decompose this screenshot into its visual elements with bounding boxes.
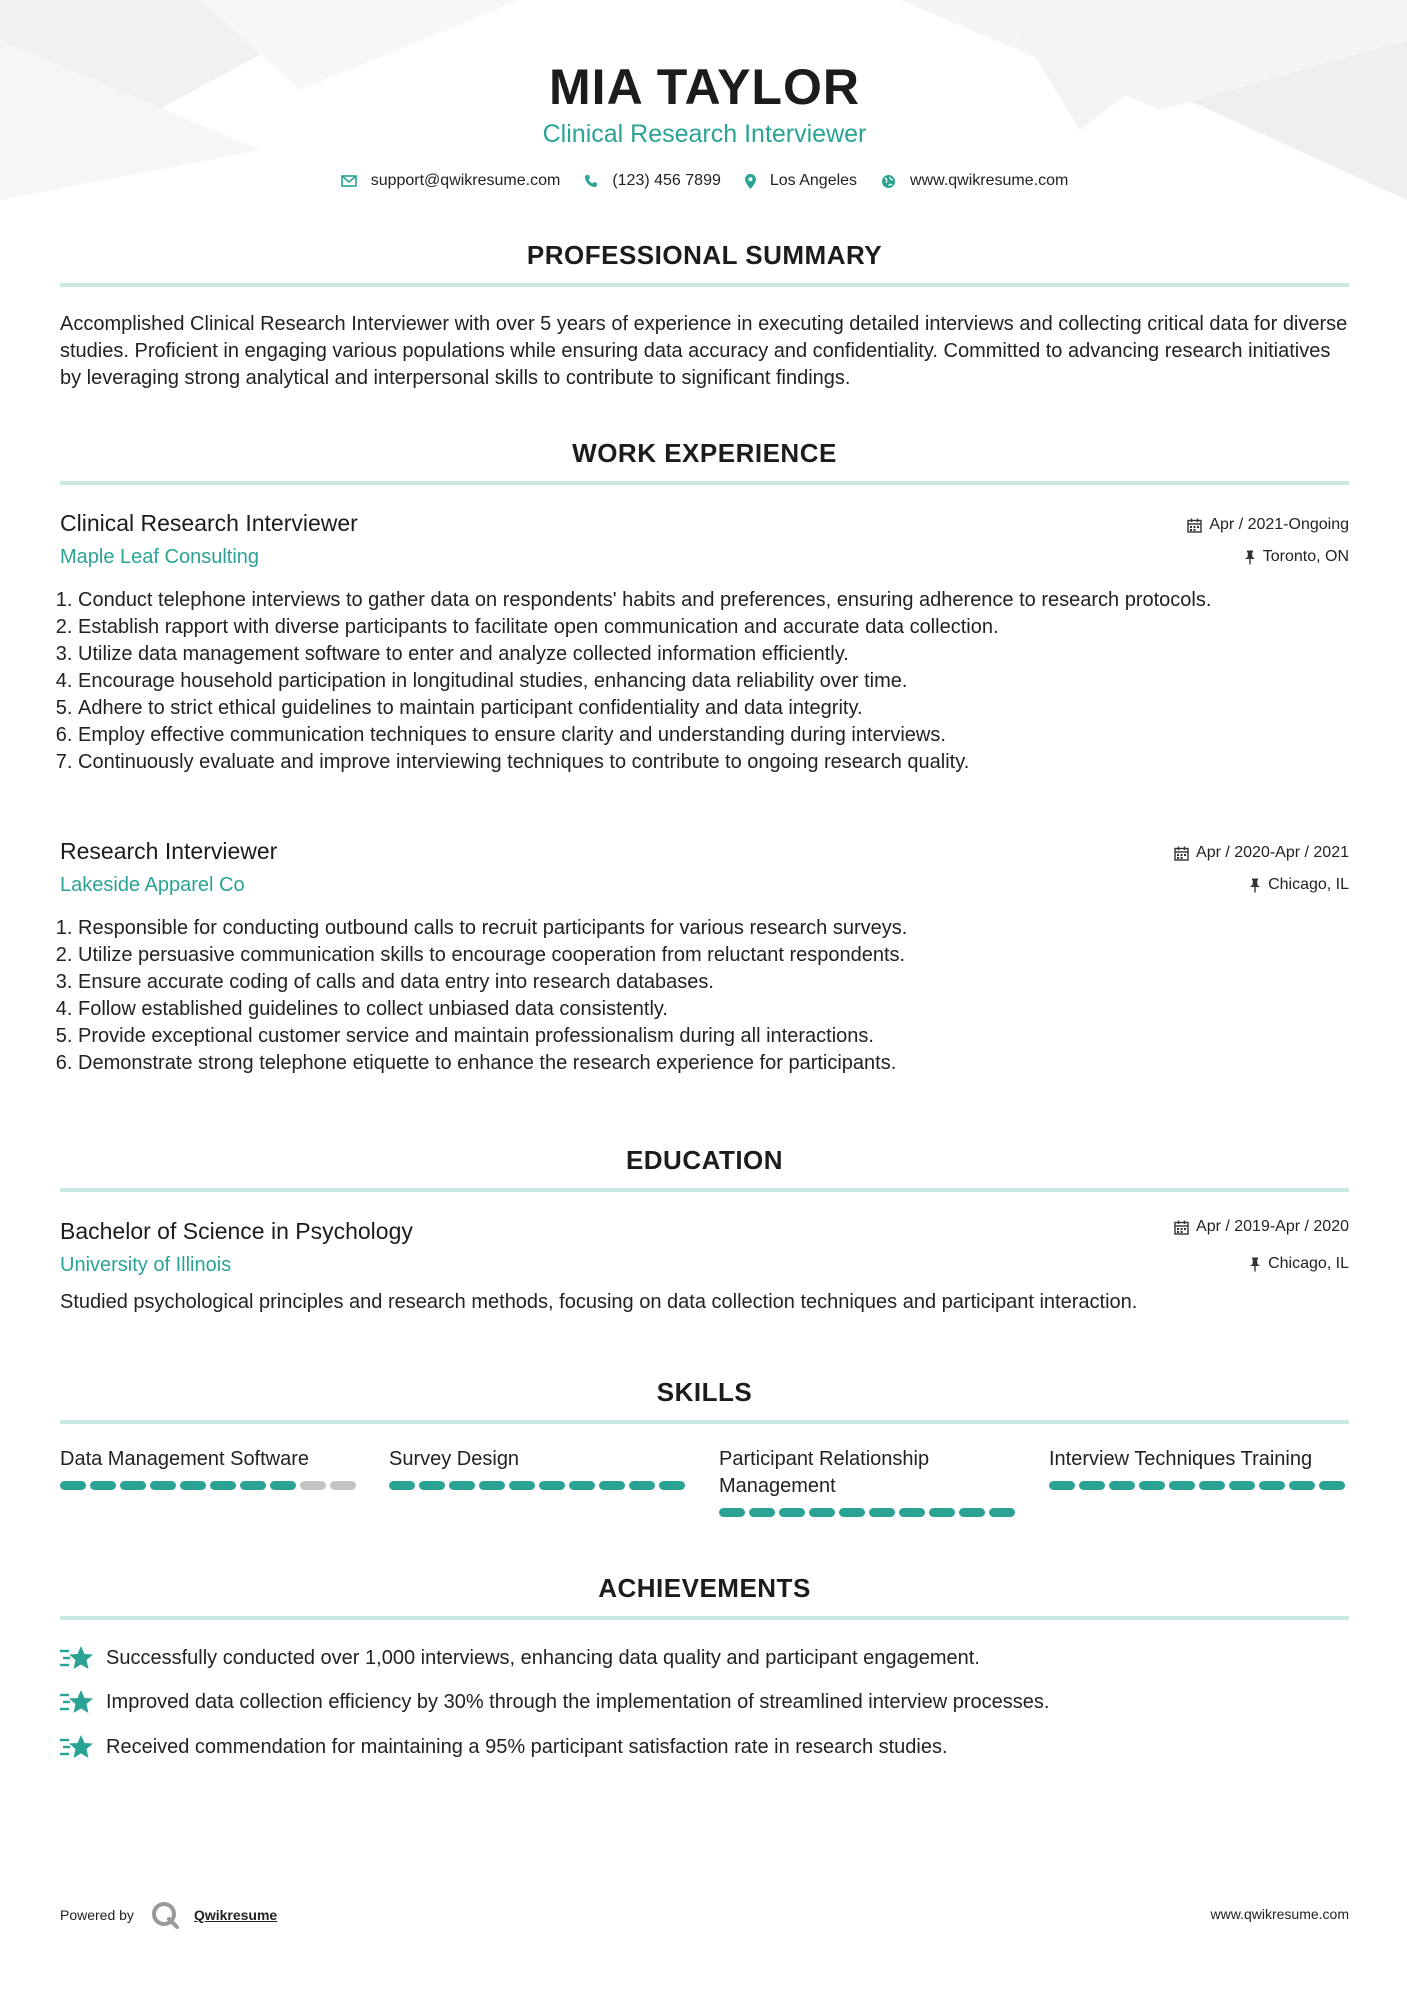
list-item: 7. Continuously evaluate and improve interviewing techniques to contribute to ongoing research quality. bbox=[78, 749, 1367, 776]
skill-dot-filled bbox=[1259, 1481, 1285, 1490]
list-item: 3. Ensure accurate coding of calls and data entry into research databases. bbox=[78, 969, 1367, 996]
job-title: Clinical Research Interviewer bbox=[60, 510, 358, 536]
skill-dot-filled bbox=[959, 1508, 985, 1517]
list-item: 3. Utilize data management software to enter and analyze collected information efficiently. bbox=[78, 641, 1367, 668]
skills-heading: SKILLS bbox=[656, 1377, 753, 1407]
achievement-text: Improved data collection efficiency by 30% through the implementation of streamlined interview processes. bbox=[106, 1690, 1050, 1713]
skill-dot-filled bbox=[1109, 1481, 1135, 1490]
skill-dot-filled bbox=[120, 1481, 146, 1490]
contact-website[interactable] bbox=[881, 172, 1068, 190]
list-item: 2. Establish rapport with diverse participants to facilitate open communication and accurate data collection. bbox=[78, 614, 1367, 641]
skill-dot-filled bbox=[389, 1481, 415, 1490]
powered-by-label: Powered by bbox=[60, 1907, 134, 1923]
calendar-icon bbox=[1174, 846, 1189, 861]
star-icon bbox=[60, 1689, 94, 1715]
candidate-name: MIA TAYLOR bbox=[549, 59, 860, 115]
achievement-text: Received commendation for maintaining a 95% participant satisfaction rate in research studies. bbox=[106, 1735, 948, 1758]
experience-heading: WORK EXPERIENCE bbox=[572, 438, 837, 468]
skill-name: Data Management Software bbox=[60, 1448, 310, 1470]
education-degree: Bachelor of Science in Psychology bbox=[60, 1218, 413, 1244]
job-location bbox=[1244, 548, 1349, 566]
education-divider bbox=[60, 1188, 1349, 1192]
skill-dot-filled bbox=[1169, 1481, 1195, 1490]
skill-dot-filled bbox=[659, 1481, 685, 1490]
skill-dot-filled bbox=[809, 1508, 835, 1517]
education-location-text: Chicago, IL bbox=[1268, 1255, 1349, 1272]
skill-dot-empty bbox=[300, 1481, 326, 1490]
skill-dot-filled bbox=[270, 1481, 296, 1490]
phone-icon bbox=[584, 174, 598, 188]
skill-dot-filled bbox=[839, 1508, 865, 1517]
skill-item bbox=[719, 1446, 1019, 1517]
list-item: 1. Responsible for conducting outbound calls to recruit participants for various research surveys. bbox=[78, 915, 1367, 942]
skill-dot-filled bbox=[749, 1508, 775, 1517]
calendar-icon bbox=[1187, 518, 1202, 533]
list-item: 6. Demonstrate strong telephone etiquette to enhance the research experience for participants. bbox=[78, 1050, 1367, 1077]
contact-location-text: Los Angeles bbox=[769, 172, 858, 189]
skill-dot-filled bbox=[1049, 1481, 1075, 1490]
skill-dot-filled bbox=[150, 1481, 176, 1490]
list-item: 2. Utilize persuasive communication skills to encourage cooperation from reluctant respondents. bbox=[78, 942, 1367, 969]
education-school: University of Illinois bbox=[60, 1254, 232, 1276]
skill-dot-filled bbox=[539, 1481, 565, 1490]
skill-dot-filled bbox=[1139, 1481, 1165, 1490]
pushpin-icon bbox=[1249, 878, 1261, 893]
achievement-item bbox=[60, 1689, 1049, 1715]
skill-dot-filled bbox=[419, 1481, 445, 1490]
list-item: 6. Employ effective communication techniques to ensure clarity and understanding during interviews. bbox=[78, 722, 1367, 749]
list-item: 5. Provide exceptional customer service and maintain professionalism during all interactions. bbox=[78, 1023, 1367, 1050]
skill-dot-filled bbox=[240, 1481, 266, 1490]
education-dates bbox=[1174, 1218, 1349, 1236]
job-location bbox=[1249, 876, 1349, 894]
pushpin-icon bbox=[1244, 550, 1256, 565]
skill-dot-filled bbox=[1319, 1481, 1345, 1490]
skill-item bbox=[60, 1446, 360, 1490]
globe-icon bbox=[881, 174, 896, 189]
skill-name: Survey Design bbox=[389, 1448, 520, 1470]
skill-dot-filled bbox=[180, 1481, 206, 1490]
skill-dot-filled bbox=[210, 1481, 236, 1490]
contact-location bbox=[745, 172, 857, 190]
skill-rating bbox=[389, 1481, 689, 1490]
skill-dot-filled bbox=[569, 1481, 595, 1490]
skill-dot-filled bbox=[1199, 1481, 1225, 1490]
contact-phone-text: (123) 456 7899 bbox=[612, 172, 721, 189]
skill-dot-filled bbox=[90, 1481, 116, 1490]
list-item: 4. Encourage household participation in longitudinal studies, enhancing data reliability over time. bbox=[78, 668, 1367, 695]
contact-website-text: www.qwikresume.com bbox=[910, 172, 1069, 189]
achievements-divider bbox=[60, 1616, 1349, 1620]
skill-dot-empty bbox=[330, 1481, 356, 1490]
skill-rating bbox=[719, 1508, 1019, 1517]
footer-powered-by bbox=[60, 1900, 277, 1930]
education-location bbox=[1249, 1255, 1349, 1273]
achievement-item bbox=[60, 1645, 980, 1671]
summary-divider bbox=[60, 283, 1349, 287]
qwikresume-logo-icon bbox=[150, 1900, 180, 1930]
achievement-text: Successfully conducted over 1,000 interviews, enhancing data quality and participant engagement. bbox=[106, 1646, 980, 1669]
job-bullets bbox=[60, 915, 1367, 1077]
qwikresume-link[interactable]: Qwikresume bbox=[193, 1907, 278, 1923]
skill-dot-filled bbox=[719, 1508, 745, 1517]
education-heading: EDUCATION bbox=[625, 1145, 784, 1175]
map-pin-icon bbox=[745, 174, 756, 189]
skill-dot-filled bbox=[60, 1481, 86, 1490]
achievements-heading: ACHIEVEMENTS bbox=[598, 1573, 811, 1603]
education-dates-text: Apr / 2019-Apr / 2020 bbox=[1196, 1218, 1349, 1235]
job-company: Maple Leaf Consulting bbox=[60, 546, 260, 568]
skill-rating bbox=[60, 1481, 360, 1490]
experience-divider bbox=[60, 481, 1349, 485]
footer-website[interactable]: www.qwikresume.com bbox=[1210, 1906, 1349, 1922]
summary-heading: PROFESSIONAL SUMMARY bbox=[526, 240, 883, 270]
skill-dot-filled bbox=[869, 1508, 895, 1517]
list-item: 4. Follow established guidelines to collect unbiased data consistently. bbox=[78, 996, 1367, 1023]
skill-dot-filled bbox=[1079, 1481, 1105, 1490]
skill-dot-filled bbox=[929, 1508, 955, 1517]
education-description: Studied psychological principles and research methods, focusing on data collection techniques and participant interaction. bbox=[60, 1291, 1138, 1313]
skill-dot-filled bbox=[989, 1508, 1015, 1517]
contact-email-text: support@qwikresume.com bbox=[370, 172, 561, 189]
candidate-role: Clinical Research Interviewer bbox=[542, 120, 867, 148]
calendar-icon bbox=[1174, 1220, 1189, 1235]
job-dates-text: Apr / 2021-Ongoing bbox=[1209, 516, 1349, 533]
job-dates-text: Apr / 2020-Apr / 2021 bbox=[1196, 844, 1349, 861]
skill-item bbox=[1049, 1446, 1349, 1490]
skill-dot-filled bbox=[899, 1508, 925, 1517]
summary-text: Accomplished Clinical Research Interviewer with over 5 years of experience in executing detailed interviews and collecting critical data for diverse studies. Proficient in engaging various populations while ensuring data accuracy and confidentiality. Committed to advancing research initiatives by leveraging strong analytical and interpersonal skills to contribute to significant findings. bbox=[60, 313, 1348, 389]
job-location-text: Chicago, IL bbox=[1268, 876, 1349, 893]
job-location-text: Toronto, ON bbox=[1262, 548, 1349, 565]
skill-dot-filled bbox=[1289, 1481, 1315, 1490]
skill-rating bbox=[1049, 1481, 1349, 1490]
skill-dot-filled bbox=[1229, 1481, 1255, 1490]
skill-dot-filled bbox=[509, 1481, 535, 1490]
pushpin-icon bbox=[1249, 1257, 1261, 1272]
list-item: 5. Adhere to strict ethical guidelines to maintain participant confidentiality and data integrity. bbox=[78, 695, 1367, 722]
contact-email[interactable] bbox=[341, 172, 561, 190]
skill-item bbox=[389, 1446, 689, 1490]
envelope-icon bbox=[341, 175, 357, 187]
skill-name: Interview Techniques Training bbox=[1049, 1448, 1313, 1470]
star-icon bbox=[60, 1734, 94, 1760]
job-dates bbox=[1174, 844, 1349, 862]
contact-bar bbox=[60, 172, 1349, 190]
achievement-item bbox=[60, 1734, 948, 1760]
contact-phone[interactable] bbox=[584, 172, 721, 190]
skill-dot-filled bbox=[779, 1508, 805, 1517]
skills-divider bbox=[60, 1420, 1349, 1424]
job-dates bbox=[1187, 516, 1349, 534]
list-item: 1. Conduct telephone interviews to gather data on respondents' habits and preferences, ensuring adherence to research protocols. bbox=[78, 587, 1367, 614]
job-bullets bbox=[60, 587, 1367, 776]
skill-dot-filled bbox=[629, 1481, 655, 1490]
skill-dot-filled bbox=[599, 1481, 625, 1490]
skill-dot-filled bbox=[449, 1481, 475, 1490]
skill-name: Participant Relationship Management bbox=[719, 1448, 930, 1497]
star-icon bbox=[60, 1645, 94, 1671]
job-title: Research Interviewer bbox=[60, 838, 278, 864]
job-company: Lakeside Apparel Co bbox=[60, 874, 245, 896]
skill-dot-filled bbox=[479, 1481, 505, 1490]
